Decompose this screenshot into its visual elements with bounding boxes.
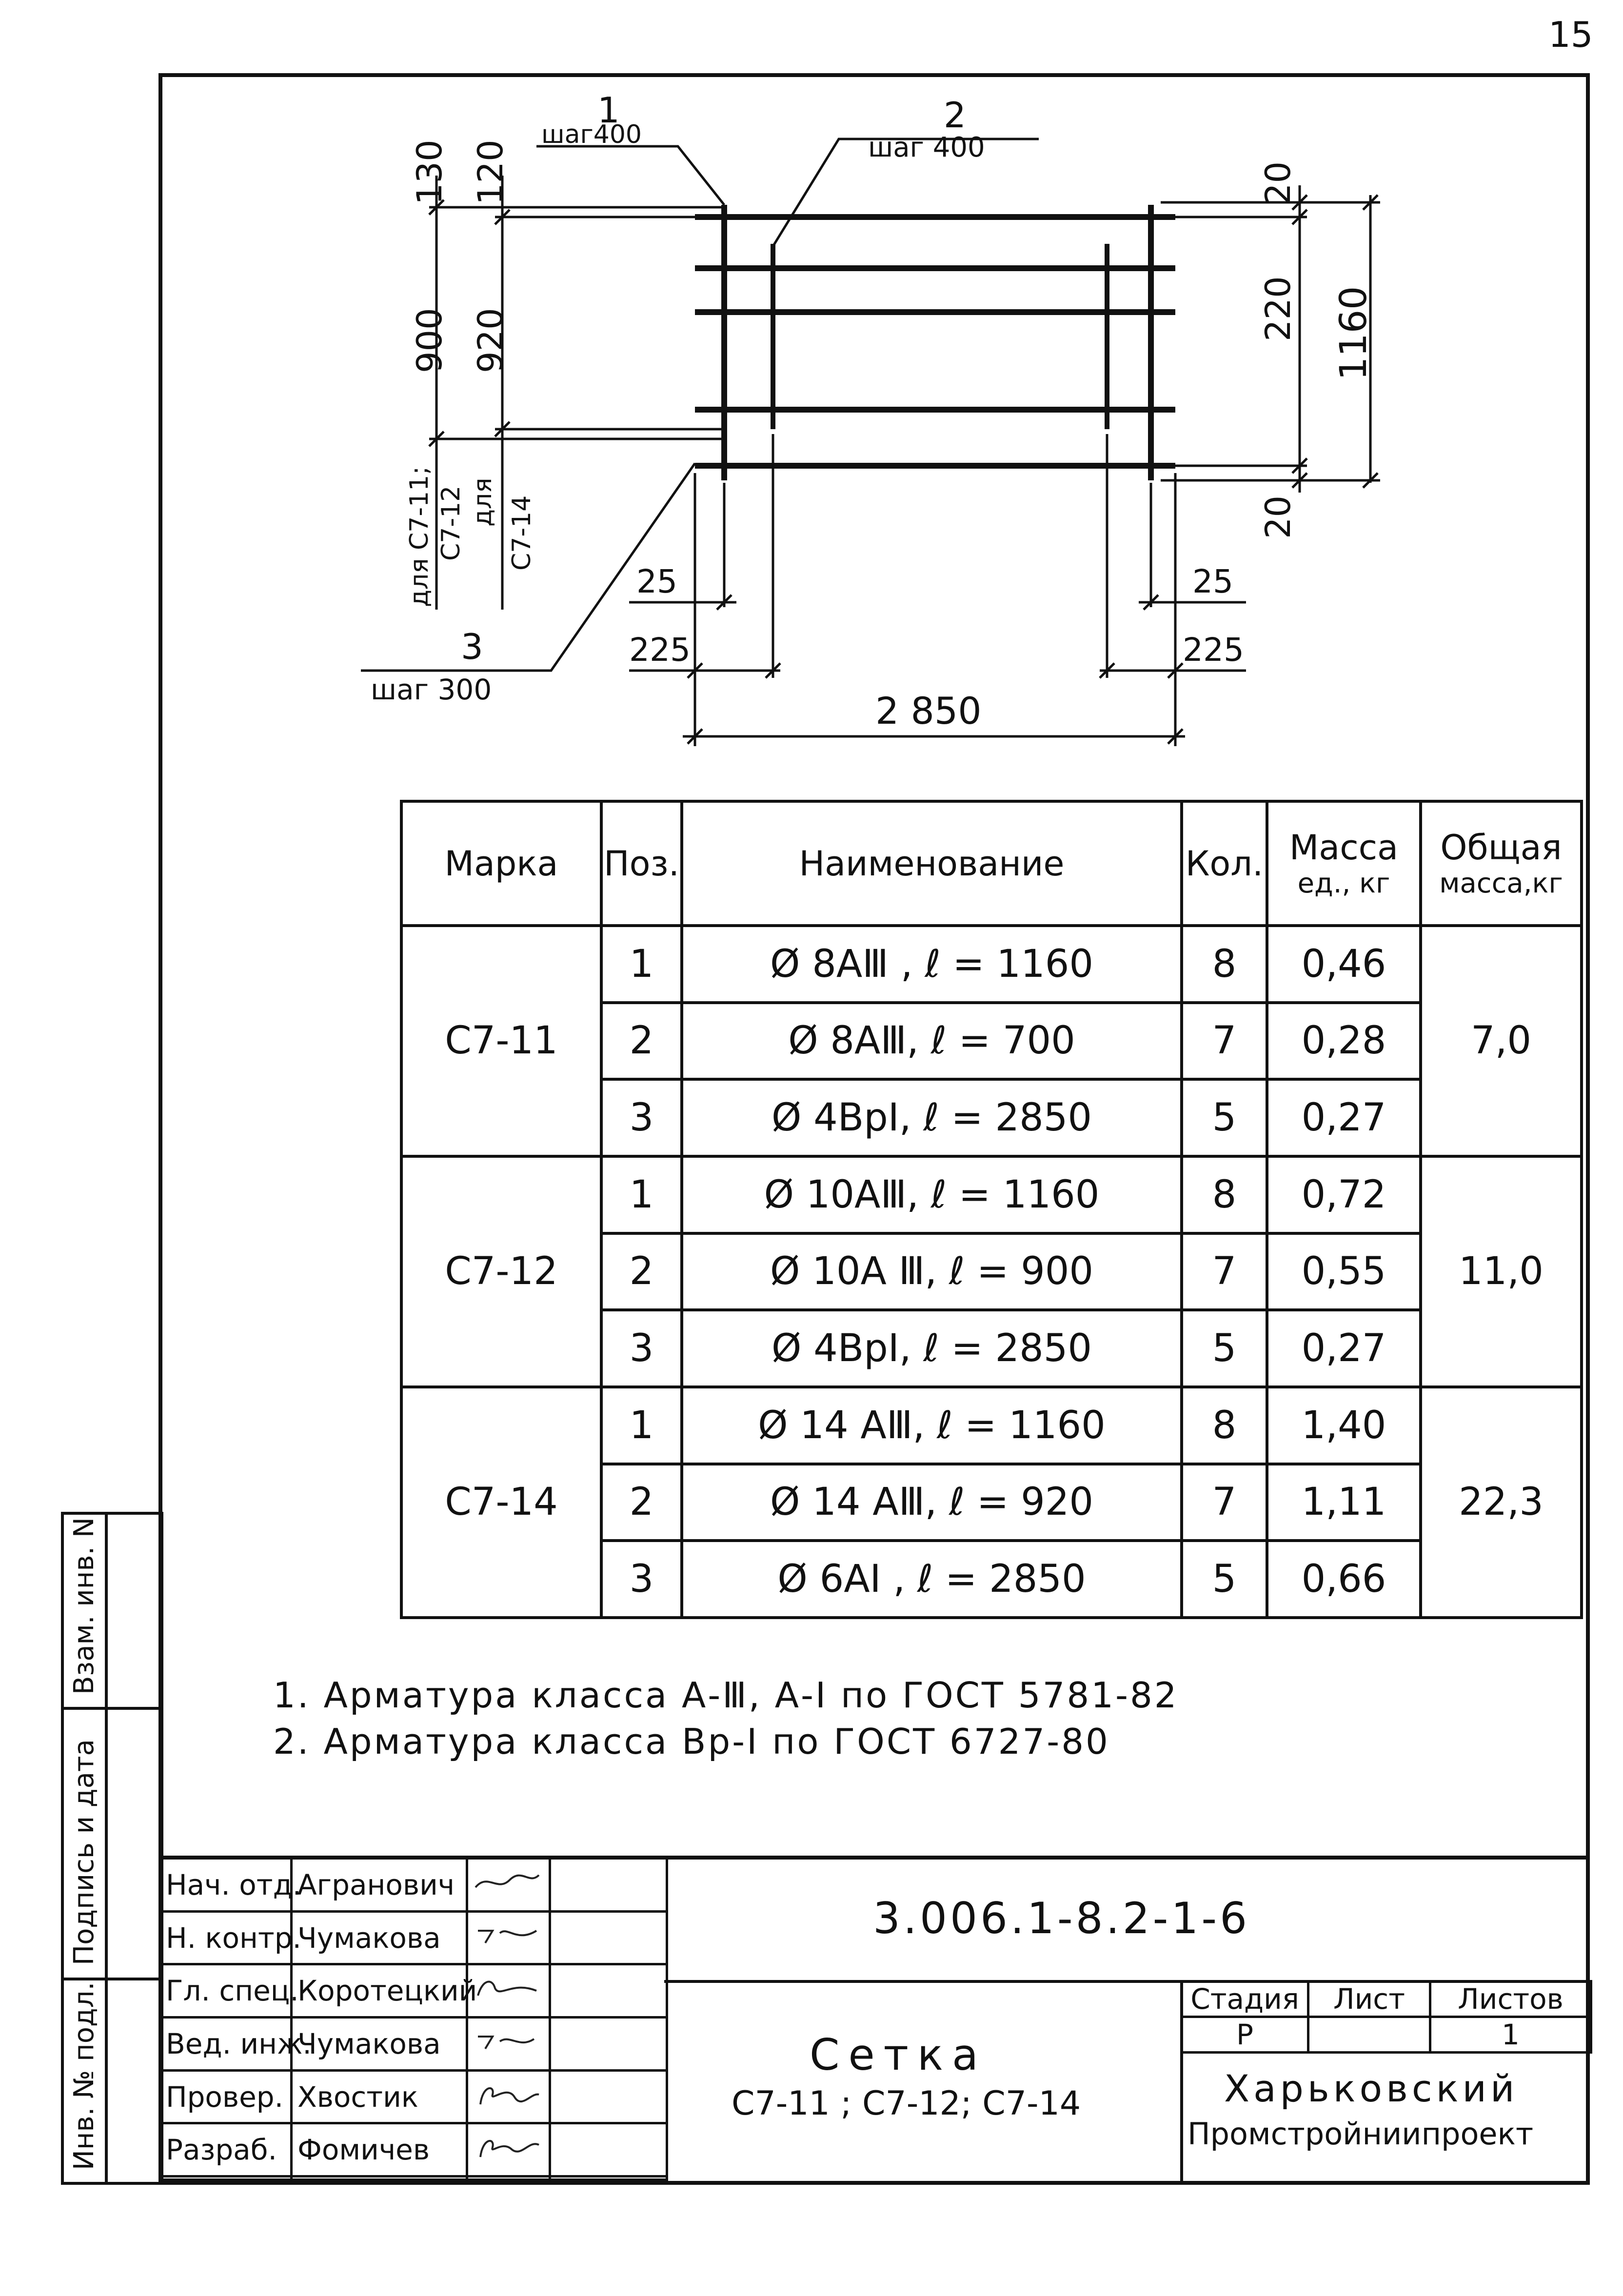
signature-row	[160, 2123, 667, 2177]
mass-cell: 0,28	[1267, 1003, 1421, 1080]
header-mass-unit	[1267, 801, 1421, 926]
signature-row	[160, 2177, 667, 2180]
role-cell	[160, 2177, 292, 2180]
header-mark: Марка	[401, 801, 601, 926]
name-cell: Ø 14 АⅢ, ℓ = 1160	[682, 1387, 1182, 1464]
name-cell: Ø 10А Ⅲ, ℓ = 900	[682, 1233, 1182, 1310]
qty-cell: 5	[1182, 1541, 1267, 1618]
role-cell	[160, 2180, 292, 2184]
role-cell: Нач. отд.	[160, 1859, 292, 1912]
qty-cell: 8	[1182, 926, 1267, 1003]
organization-line-2: Промстройниипроект	[1188, 2116, 1534, 2152]
table-row	[401, 1156, 1582, 1233]
pos-cell: 1	[601, 1387, 682, 1464]
dim-note-1: для С7-11;	[405, 466, 434, 607]
mass-cell: 0,46	[1267, 926, 1421, 1003]
note-1: 1. Арматура класса А-Ⅲ, А-I по ГОСТ 5781-82	[273, 1675, 1179, 1716]
dim-20-bottom: 20	[1258, 495, 1298, 539]
signature-cell	[467, 2070, 550, 2123]
dim-920: 920	[471, 308, 511, 373]
person-cell: Хвостик	[292, 2070, 467, 2123]
name-cell: Ø 8АⅢ , ℓ = 1160	[682, 926, 1182, 1003]
name-cell: Ø 4ВрI, ℓ = 2850	[682, 1079, 1182, 1156]
signature-cell	[467, 1859, 550, 1912]
date-cell	[550, 2177, 667, 2180]
table-header-row	[401, 801, 1582, 926]
date-cell	[550, 2018, 667, 2071]
signature-row	[160, 1911, 667, 1964]
mark-cell: С7-12	[401, 1156, 601, 1387]
mass-cell: 0,72	[1267, 1156, 1421, 1233]
side-stamp-inv: Инв. № подл.	[68, 1981, 100, 2170]
name-cell: Ø 10АⅢ, ℓ = 1160	[682, 1156, 1182, 1233]
person-cell: Фомичев	[292, 2123, 467, 2177]
dim-20-top: 20	[1258, 161, 1298, 205]
total-mass-cell: 11,0	[1421, 1156, 1582, 1387]
qty-cell: 7	[1182, 1464, 1267, 1541]
role-cell: Разраб.	[160, 2123, 292, 2177]
name-cell: Ø 6АI , ℓ = 2850	[682, 1541, 1182, 1618]
sheets-header: Листов	[1430, 1981, 1591, 2017]
mass-cell: 0,27	[1267, 1310, 1421, 1387]
signature-icon	[473, 1923, 541, 1948]
sheets-value: 1	[1430, 2017, 1591, 2053]
side-stamp-vzam: Взам. инв. N	[68, 1517, 100, 1695]
pos1-step: шаг400	[541, 120, 642, 149]
header-pos: Поз.	[601, 801, 682, 926]
signature-row	[160, 1859, 667, 1912]
role-cell: Провер.	[160, 2070, 292, 2123]
signature-icon	[473, 2029, 541, 2054]
role-cell: Н. контр.	[160, 1911, 292, 1964]
dim-25-left: 25	[636, 563, 677, 600]
side-stamp-divider	[105, 1512, 108, 2185]
stage-sheet-table	[1180, 1980, 1592, 2054]
date-cell	[550, 2180, 667, 2184]
page-number: 15	[1548, 14, 1593, 55]
pos-cell: 2	[601, 1233, 682, 1310]
dim-note-3: для	[468, 477, 497, 527]
header-mass-unit-line2: ед., кг	[1297, 868, 1390, 899]
table-row	[401, 1387, 1582, 1464]
qty-cell: 7	[1182, 1233, 1267, 1310]
dim-130: 130	[410, 139, 450, 205]
mass-cell: 0,66	[1267, 1541, 1421, 1618]
total-mass-cell: 22,3	[1421, 1387, 1582, 1618]
date-cell	[550, 1911, 667, 1964]
title-line-2: С7-11 ; С7-12; С7-14	[732, 2084, 1081, 2123]
stage-value: Р	[1182, 2017, 1308, 2053]
dim-225-left: 225	[629, 631, 691, 669]
mark-cell: С7-14	[401, 1387, 601, 1618]
role-cell: Гл. спец.	[160, 1964, 292, 2018]
pos2-label: 2	[944, 95, 966, 136]
person-cell	[292, 2180, 467, 2184]
dim-note-4: С7-14	[507, 495, 536, 571]
header-mass-total	[1421, 801, 1582, 926]
note-2: 2. Арматура класса Вр-I по ГОСТ 6727-80	[273, 1721, 1110, 1762]
side-stamp-podpis: Подпись и дата	[68, 1739, 100, 1965]
title-line-1: Сетка	[810, 2030, 987, 2080]
person-cell: Чумакова	[292, 1911, 467, 1964]
pos3-step: шаг 300	[371, 673, 492, 706]
person-cell	[292, 2177, 467, 2180]
name-cell: Ø 8АⅢ, ℓ = 700	[682, 1003, 1182, 1080]
signatures-table	[158, 1857, 668, 2185]
header-mass-unit-line1: Масса	[1289, 828, 1399, 868]
pos-cell: 3	[601, 1079, 682, 1156]
sheet-header: Лист	[1308, 1981, 1430, 2017]
organization-line-1: Харьковский	[1224, 2067, 1519, 2110]
signature-cell	[467, 2180, 550, 2184]
stage-header: Стадия	[1182, 1981, 1308, 2017]
signature-icon	[473, 1976, 541, 2000]
header-mass-total-line2: масса,кг	[1439, 868, 1563, 899]
side-stamp-divider	[61, 1978, 163, 1980]
qty-cell: 7	[1182, 1003, 1267, 1080]
side-stamp-divider	[61, 1707, 163, 1710]
pos-cell: 1	[601, 1156, 682, 1233]
qty-cell: 8	[1182, 1387, 1267, 1464]
date-cell	[550, 2070, 667, 2123]
dim-note-2: С7-12	[436, 485, 466, 561]
signature-icon	[473, 2082, 541, 2107]
pos3-label: 3	[461, 626, 483, 667]
signature-row	[160, 2070, 667, 2123]
pos-cell: 2	[601, 1464, 682, 1541]
signature-cell	[467, 2123, 550, 2177]
pos-cell: 2	[601, 1003, 682, 1080]
dim-900: 900	[410, 308, 450, 373]
total-mass-cell: 7,0	[1421, 926, 1582, 1156]
mass-cell: 1,40	[1267, 1387, 1421, 1464]
person-cell: Агранович	[292, 1859, 467, 1912]
date-cell	[550, 1964, 667, 2018]
person-cell: Чумакова	[292, 2018, 467, 2071]
name-cell: Ø 4ВрI, ℓ = 2850	[682, 1310, 1182, 1387]
signature-icon	[473, 2135, 541, 2159]
dim-220: 220	[1258, 276, 1298, 341]
mesh-drawing	[0, 0, 1623, 780]
signature-row	[160, 1964, 667, 2018]
dim-2850: 2 850	[875, 689, 982, 732]
date-cell	[550, 2123, 667, 2177]
qty-cell: 8	[1182, 1156, 1267, 1233]
name-cell: Ø 14 АⅢ, ℓ = 920	[682, 1464, 1182, 1541]
signature-row	[160, 2018, 667, 2071]
date-cell	[550, 1859, 667, 1912]
signature-cell	[467, 1911, 550, 1964]
pos1-label: 1	[597, 90, 620, 131]
qty-cell: 5	[1182, 1310, 1267, 1387]
pos-cell: 3	[601, 1541, 682, 1618]
dim-225-right: 225	[1183, 631, 1244, 669]
qty-cell: 5	[1182, 1079, 1267, 1156]
specification-table	[400, 800, 1583, 1619]
signature-cell	[467, 2177, 550, 2180]
signature-row	[160, 2180, 667, 2184]
document-code: 3.006.1-8.2-1-6	[873, 1893, 1250, 1943]
role-cell: Вед. инж.	[160, 2018, 292, 2071]
pos-cell: 1	[601, 926, 682, 1003]
pos2-step: шаг 400	[868, 132, 985, 163]
signature-icon	[473, 1870, 541, 1895]
header-name: Наименование	[682, 801, 1182, 926]
mark-cell: С7-11	[401, 926, 601, 1156]
sheet-value	[1308, 2017, 1430, 2053]
signature-cell	[467, 1964, 550, 2018]
header-qty: Кол.	[1182, 801, 1267, 926]
table-row	[401, 926, 1582, 1003]
mass-cell: 1,11	[1267, 1464, 1421, 1541]
pos-cell: 3	[601, 1310, 682, 1387]
dim-1160: 1160	[1331, 286, 1375, 380]
header-mass-total-line1: Общая	[1440, 828, 1562, 868]
dim-120: 120	[471, 139, 511, 205]
mass-cell: 0,55	[1267, 1233, 1421, 1310]
dim-25-right: 25	[1192, 563, 1233, 600]
mass-cell: 0,27	[1267, 1079, 1421, 1156]
signature-cell	[467, 2018, 550, 2071]
person-cell: Коротецкий	[292, 1964, 467, 2018]
